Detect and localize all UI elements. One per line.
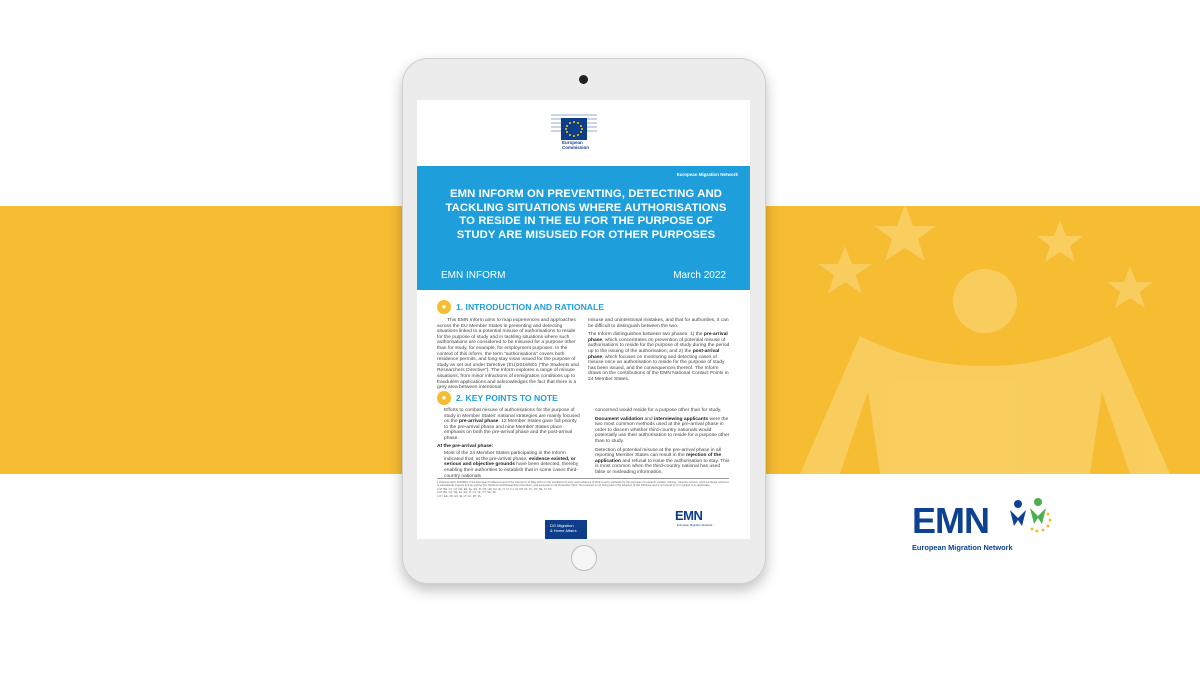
lightbulb-icon: ●	[437, 300, 451, 314]
network-label: European Migration Network	[676, 172, 738, 177]
footnote: 2 AT, BE, CY, CZ, DE, EE, EL, ES, FI, FR, HR, HU, IE, IT, LT, LU, LV, MT, NL, PL, PT, SE, SI, SK.	[437, 487, 553, 491]
section-1-title: 1. INTRODUCTION AND RATIONALE	[456, 302, 604, 312]
key-point-2: Most of the 24 Member States participating in the Inform indicated that, at the pre-arrival phase, evidence existed, or serious and objective grounds have been detected, thereby enabling their authorities to establish that in some cases third-country nationals	[444, 451, 579, 479]
emn-figures-icon	[1008, 496, 1052, 536]
lightbulb-icon: ●	[437, 391, 451, 405]
document-series: EMN INFORM	[441, 270, 506, 281]
footnote: 3 AT, BE, CZ, DE, EL, ES, FI, LU, NL, PT, SE, SK.	[437, 491, 497, 495]
emn-logo-subtitle: European Migration Network	[912, 543, 1013, 552]
emn-small-subtitle: European Migration Network	[677, 523, 713, 527]
section-1-heading	[437, 300, 604, 314]
emn-logo-letters: EMN	[912, 500, 989, 541]
home-button[interactable]	[571, 545, 597, 571]
key-point-1: Efforts to combat misuse of authorisations for the purpose of study in Member States' national strategies are mainly focused on the pre-arrival phase. 12 Member States gave full priority to the pre-arrival phase and nine Member States place emphasis on both the pre-arrival phase and the post-arrival phase.	[444, 408, 580, 441]
section-2-column-2	[588, 408, 731, 476]
camera-icon	[579, 75, 588, 84]
section-1-column-2	[588, 318, 731, 383]
footnote: 1 Directive (EU) 2016/801 of the European Parliament and of the Council of 11 May 2016 on the conditions of entry and residence of third-country nationals for the purposes of research, studies, training, voluntary service, pupil exchange schemes or educational projects and au pairing (the Students and Researchers Directive), and accessed on 02 November 2021. Text relevant is not being part in the adoption of this Directive and is not bound by it or subject to its application.	[437, 481, 729, 488]
section-2-column-1	[437, 408, 580, 479]
document-date: March 2022	[673, 270, 726, 281]
tablet-device	[402, 58, 766, 584]
footnote: 4 CY, EE, FR, HU, IE, LT, LU, MT, PL.	[437, 494, 482, 498]
emn-small-logo: EMN	[675, 508, 703, 523]
pre-arrival-subheading: At the pre-arrival phase:	[437, 443, 494, 449]
footnotes	[437, 478, 729, 498]
tablet-screen	[417, 100, 750, 539]
ec-label: European Commission	[562, 140, 590, 150]
section-1-column-1: This EMN Inform aims to map experiences and approaches across the EU Member States in preventing and detecting situations linked to a potential misuse of authorisations to reside for the purpose of study and in tackling situations where such authorisations are considered to be misused for a purpose other than for study, for example, for employment purposes. In the context of this inform, the term “authorisations” covers both residence permits, and long-stay visas issued for the purpose of study as set out under Directive (EU)2016/801 (“the Students and Researchers Directive”). The Inform explores a range of misuse situations, from minor infractions of immigration conditions up to fraudulent applications and acknowledges the fact that there is a grey area between intentional	[437, 318, 579, 391]
key-point-4: Detection of potential misuse at the pre-arrival phase in all reporting Member States can result in the rejection of the application and refusal to issue the authorisation to stay. This is most common when the third-country national has used false or misleading information,	[595, 447, 730, 475]
section-1-para-1: misuse and unintentional mistakes, and that for authorities, it can be difficult to distinguish between the two.	[588, 318, 729, 329]
key-point-continuation: concerned would reside for a purpose other than for study.	[595, 408, 722, 413]
section-2-title: 2. KEY POINTS TO NOTE	[456, 393, 558, 403]
document-title: EMN INFORM ON PREVENTING, DETECTING AND TACKLING SITUATIONS WHERE AUTHORISATIONS TO RESIDE IN THE EU FOR THE PURPOSE OF STUDY ARE MISUSED FOR OTHER PURPOSES	[445, 188, 727, 241]
section-1-para-2: The Inform distinguishes between two phases: 1) the pre-arrival phase, which concentrates on prevention of potential misuse of authorisations to reside for the purpose of study during the period up to the issuing of the authorisation; and 2) the post-arrival phase, which focuses on monitoring and detecting cases of misuse once an authorisation to reside for the purpose of study has been issued, and the consequences thereof. The Inform draws on the contributions of the EMN National Contact Points in 24 Member States.	[588, 332, 730, 382]
dg-migration-logo: DG Migration & Home Affairs	[545, 520, 587, 539]
key-point-3: Document validation and interviewing applicants were the two most common methods used at the pre-arrival phase in order to discern whether third-country nationals would potentially use their authorisation to reside for a purpose other than to study.	[595, 416, 730, 444]
section-2-heading	[437, 391, 558, 405]
